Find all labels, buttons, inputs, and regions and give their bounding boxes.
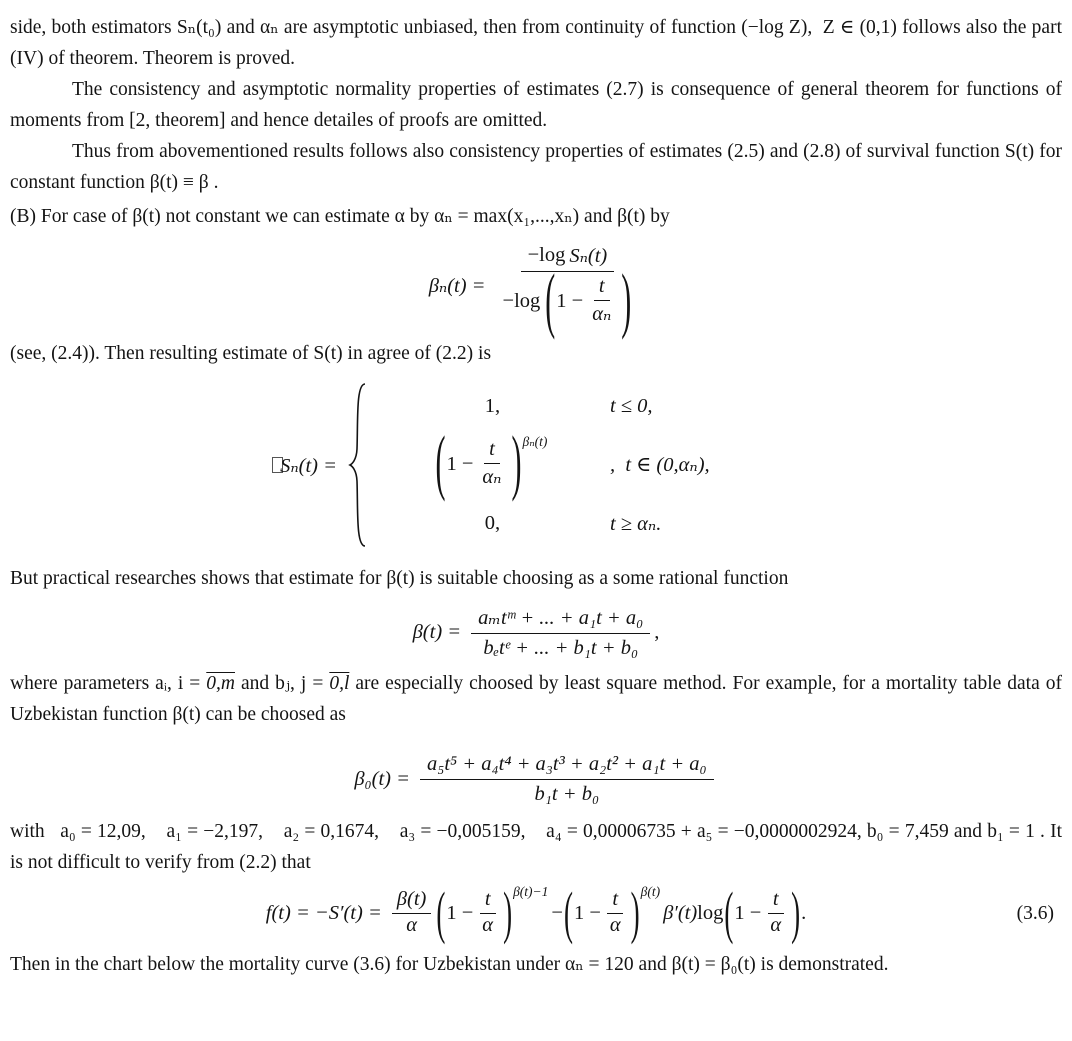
right-paren-icon: ) <box>791 880 801 945</box>
inner-numerator: t <box>594 275 610 301</box>
inner-fraction <box>477 438 506 491</box>
equation-beta0 <box>10 752 1062 806</box>
text-run: and bⱼ, j = <box>235 673 330 694</box>
case-row <box>375 395 800 418</box>
inner-fraction <box>477 888 498 939</box>
inner-denominator: αₙ <box>482 465 502 488</box>
paragraph-chart-note: Then in the chart below the mortality curve (3.6) for Uzbekistan under αₙ = 120 and β(t) = β₀(t) is demonstrated. <box>10 954 889 975</box>
right-paren-icon: ) <box>621 259 632 341</box>
paragraph-thus: Thus from abovementioned results follows also consistency properties of estimates (2.5) and (2.8) of survival function S(t) for constant function β(t) ≡ β . <box>10 141 1062 193</box>
inner-numerator: t <box>484 438 500 464</box>
case-value: 1, <box>484 394 501 417</box>
paren-group <box>435 880 513 945</box>
fraction <box>420 752 714 806</box>
case-row <box>375 422 800 504</box>
equation-beta-n <box>10 242 1062 341</box>
paragraph-see-2-4: (see, (2.4)). Then resulting estimate of S(t) in agree of (2.2) is <box>10 343 492 364</box>
eq-lhs: f(t) = −S′(t) = <box>265 902 382 924</box>
equation-number: (3.6) <box>1016 902 1054 924</box>
eq-lhs: β₀(t) = <box>354 767 410 790</box>
equation-piecewise-survival <box>10 381 1062 549</box>
case-row <box>375 511 800 536</box>
beta-prime: β′(t) <box>663 902 698 924</box>
left-paren-icon: ( <box>545 259 556 341</box>
paren-group <box>434 422 522 504</box>
paragraph-coefficients: with a₀ = 12,09, a₁ = −2,197, a₂ = 0,1674, a₃ = −0,005159, a₄ = 0,00006735 + a₅ = −0,0000002924, b₀ = 7,459 and b₁ = 1 . It is not difficult to verify from (2.2) that <box>10 821 1062 873</box>
right-paren-icon: ) <box>630 880 640 945</box>
paren-group <box>563 880 641 945</box>
case-condition: t ≤ 0, <box>609 394 653 417</box>
numerator: a₅t⁵ + a₄t⁴ + a₃t³ + a₂t² + a₁t + a₀ <box>420 752 714 780</box>
case-condition: t ≥ αₙ. <box>609 512 662 535</box>
text-run: where parameters aᵢ, i = <box>10 673 207 694</box>
paragraph-consistency: The consistency and asymptotic normality properties of estimates (2.7) is consequence of general theorem for functions of moments from [2, theorem] and hence detailes of proofs are omitted. <box>10 79 1062 131</box>
equation-3-6-density <box>10 880 1062 945</box>
exponent: β(t)−1 <box>513 884 549 899</box>
right-paren-icon: ) <box>503 880 513 945</box>
right-paren-icon: ) <box>511 422 522 504</box>
denominator: b₁t + b₀ <box>534 783 600 805</box>
paragraph-case-b: (B) For case of β(t) not constant we can estimate α by αₙ = max(x₁,...,xₙ) and β(t) by <box>10 206 670 227</box>
one-minus: 1 − <box>573 902 601 924</box>
numerator: aₘtᵐ + ... + a₁t + a₀ <box>471 604 650 634</box>
left-paren-icon: ( <box>436 880 446 945</box>
inner-numerator: t <box>607 888 623 914</box>
paren-group <box>544 259 632 341</box>
denominator: α <box>406 914 417 936</box>
one-minus: 1 − <box>734 902 762 924</box>
paragraph-intro: side, both estimators Sₙ(t₀) and αₙ are asymptotic unbiased, then from continuity of function (−log Z), Z ∈ (0,1) follows also the part (IV) of theorem. Theorem is proved. <box>10 17 1062 69</box>
case-condition: , t ∈ (0,αₙ), <box>609 453 710 476</box>
minus-operator: − <box>551 902 563 924</box>
overline-range: 0,l <box>329 673 350 694</box>
fraction <box>471 604 650 660</box>
log-operator: log <box>697 902 724 924</box>
one-minus: 1 − <box>446 902 474 924</box>
inner-numerator: t <box>768 888 784 914</box>
inner-numerator: t <box>480 888 496 914</box>
trailing-comma: , <box>654 620 660 643</box>
left-paren-icon: ( <box>563 880 573 945</box>
period: . <box>801 902 807 924</box>
one-minus: 1 − <box>556 290 584 312</box>
inner-fraction <box>765 888 786 939</box>
case-value <box>375 422 610 504</box>
one-minus: 1 − <box>446 452 474 475</box>
paragraph-parameters <box>10 668 1062 730</box>
text-run: are especially choosed by least square method. For example, for a mortality table data of Uzbekistan function β(t) can be choosed as <box>10 673 1062 725</box>
eq-lhs: βₙ(t) = <box>428 274 486 297</box>
paragraph-practical: But practical researches shows that estimate for β(t) is suitable choosing as a some rational function <box>10 568 789 589</box>
numerator <box>521 242 615 272</box>
piecewise-cases <box>375 395 800 536</box>
inner-denominator: α <box>609 914 621 936</box>
left-paren-icon: ( <box>724 880 734 945</box>
inner-fraction <box>605 888 626 939</box>
equation-rational-beta <box>10 604 1062 660</box>
inner-denominator: α <box>770 914 782 936</box>
inner-fraction <box>587 275 616 328</box>
numerator: β(t) <box>392 888 432 914</box>
case-value: 0, <box>484 511 501 534</box>
survival-estimator: Sₙ(t) <box>569 245 608 267</box>
left-paren-icon: ( <box>435 422 446 504</box>
fraction <box>392 888 432 939</box>
inner-denominator: α <box>482 914 494 936</box>
overline-range: 0,m <box>206 673 235 694</box>
eq-lhs: Sₙ(t) = <box>280 454 337 477</box>
left-brace-icon <box>347 381 369 549</box>
paren-group <box>723 880 801 945</box>
eq-lhs: β(t) = <box>412 620 462 643</box>
denominator <box>496 259 640 341</box>
log-operator: −log <box>527 244 566 266</box>
denominator: bₑtᵉ + ... + b₁t + b₀ <box>483 637 639 659</box>
log-operator: −log <box>502 290 541 312</box>
exponent: β(t) <box>640 884 661 899</box>
inner-denominator: αₙ <box>592 303 612 325</box>
exponent: βₙ(t) <box>522 433 548 449</box>
fraction <box>496 242 640 341</box>
